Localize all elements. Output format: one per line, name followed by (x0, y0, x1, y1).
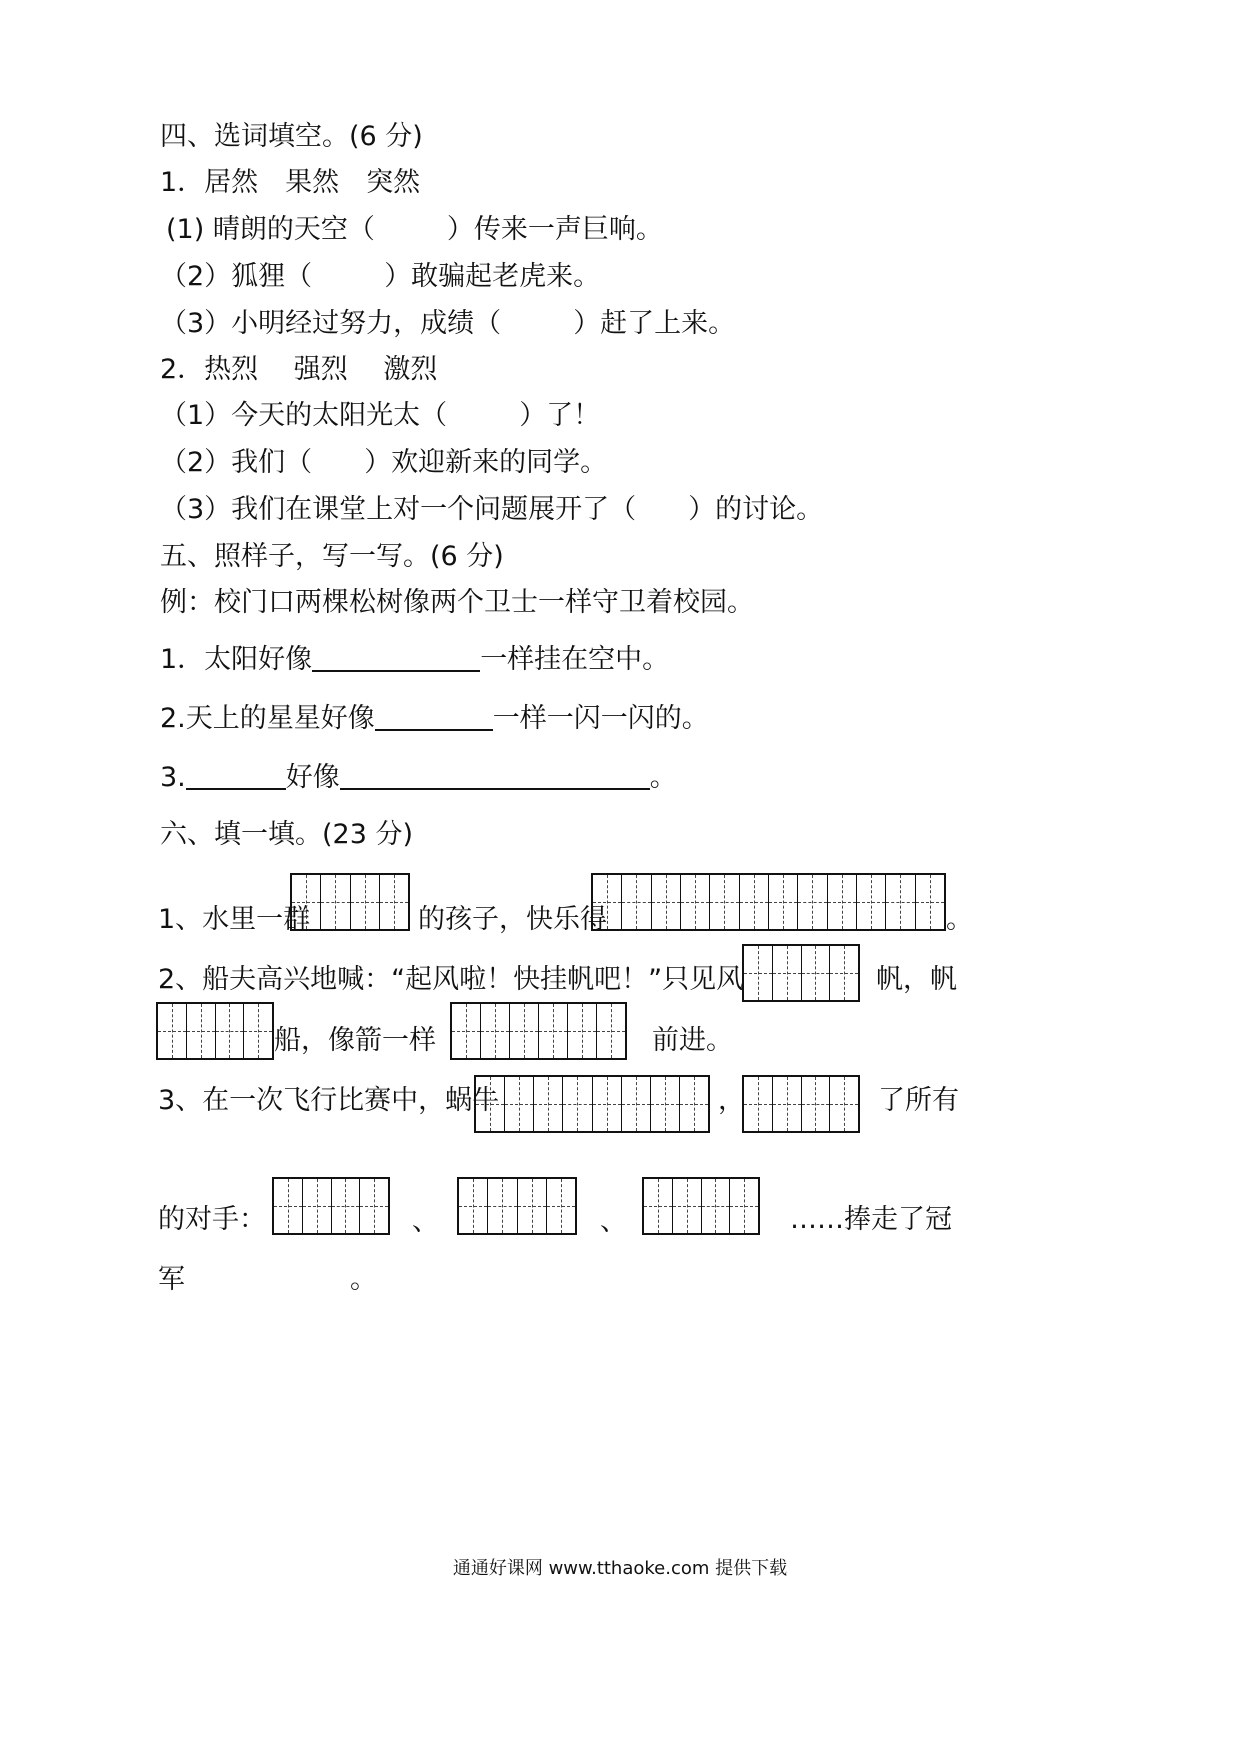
grid-cell (672, 1179, 701, 1233)
q2-item-2-after: ）欢迎新来的同学。 (364, 447, 608, 478)
grid-cell (243, 1004, 272, 1058)
s5-item-3-after: 。 (649, 762, 677, 793)
s5-item-2 (160, 702, 709, 736)
s5-item-3-blank-1[interactable] (186, 764, 286, 790)
s6-l1-text-2: 的孩子，快乐得 (418, 904, 607, 935)
q1-item-2-before: （2）狐狸（ (160, 261, 313, 292)
s6-l5-sep-2: 、 (600, 1206, 627, 1237)
grid-cell (596, 1004, 625, 1058)
s6-l1-box-b[interactable] (591, 873, 946, 931)
grid-cell (215, 1004, 244, 1058)
grid-cell (567, 1004, 596, 1058)
s6-l4-box-a[interactable] (474, 1075, 710, 1133)
grid-cell (379, 875, 408, 929)
grid-cell (538, 1004, 567, 1058)
grid-cell (292, 875, 320, 929)
s6-l4-box-b[interactable] (742, 1075, 860, 1133)
grid-cell (621, 875, 650, 929)
grid-cell (709, 875, 738, 929)
q1-item-3 (160, 307, 735, 341)
s6-l5-box-c[interactable] (642, 1177, 760, 1235)
grid-cell (829, 1077, 858, 1131)
grid-cell (487, 1179, 516, 1233)
grid-cell (274, 1179, 302, 1233)
s6-l2-box-a[interactable] (742, 944, 860, 1002)
s6-l5-box-b[interactable] (457, 1177, 577, 1235)
grid-cell (359, 1179, 388, 1233)
grid-cell (772, 946, 801, 1000)
grid-cell (459, 1179, 487, 1233)
q2-item-2 (160, 446, 607, 480)
grid-cell (801, 946, 830, 1000)
section5-title: 五、照样子，写一写。(6 分) (160, 541, 504, 572)
q2-item-3-before: （3）我们在课堂上对一个问题展开了（ (160, 494, 637, 525)
q1-item-3-after: ）赶了上来。 (573, 308, 736, 339)
s5-item-3 (160, 761, 677, 795)
s5-item-1-blank[interactable] (312, 646, 480, 672)
s5-item-2-before: 2.天上的星星好像 (160, 703, 375, 734)
grid-cell (302, 1179, 331, 1233)
grid-cell (644, 1179, 672, 1233)
s5-item-3-before: 3. (160, 762, 186, 793)
grid-cell (158, 1004, 186, 1058)
footer-credit: 通通好课网 www.tthaoke.com 提供下载 (452, 1558, 788, 1579)
grid-cell (772, 1077, 801, 1131)
grid-cell (452, 1004, 480, 1058)
section4-title: 四、选词填空。(6 分) (160, 121, 423, 152)
grid-cell (856, 875, 885, 929)
grid-cell (331, 1179, 360, 1233)
grid-cell (509, 1004, 538, 1058)
s6-l3-box-b[interactable] (450, 1002, 627, 1060)
grid-cell (504, 1077, 533, 1131)
section5-example: 例：校门口两棵松树像两个卫士一样守卫着校园。 (160, 587, 754, 618)
s6-l2-text-1: 2、船夫高兴地喊：“起风啦！快挂帆吧！”只见风 (158, 964, 744, 995)
grid-cell (562, 1077, 591, 1131)
s6-l4-text-2: ， (718, 1085, 745, 1116)
s6-l6-text-1: 军 (158, 1264, 185, 1295)
grid-cell (768, 875, 797, 929)
s6-l1-box-a[interactable] (290, 873, 410, 931)
s6-l1-text-3: 。 (946, 904, 973, 935)
s6-l5-sep-1: 、 (412, 1206, 439, 1237)
q2-word-choices: 2．热烈 强烈 激烈 (160, 354, 438, 385)
grid-cell (517, 1179, 546, 1233)
s6-l4-text-1: 3、在一次飞行比赛中，蜗牛 (158, 1085, 500, 1116)
section6-title: 六、填一填。(23 分) (160, 819, 414, 850)
grid-cell (744, 946, 772, 1000)
grid-cell (829, 946, 858, 1000)
s5-item-3-blank-2[interactable] (340, 764, 650, 790)
q1-item-1 (166, 213, 663, 247)
s6-l3-box-a[interactable] (156, 1002, 274, 1060)
grid-cell (651, 875, 680, 929)
q1-word-choices: 1．居然 果然 突然 (160, 167, 421, 198)
q2-item-1 (160, 399, 600, 433)
s6-l1-text-1: 1、水里一群 (158, 904, 311, 935)
grid-cell (679, 1077, 708, 1131)
q2-item-2-before: （2）我们（ (160, 447, 313, 478)
q1-item-2 (160, 260, 600, 294)
grid-cell (797, 875, 826, 929)
q1-item-2-after: ）敢骗起老虎来。 (384, 261, 601, 292)
q1-item-1-before: (1) 晴朗的天空（ (166, 214, 375, 245)
q2-item-3 (160, 493, 823, 527)
s6-l3-text-2: 前进。 (652, 1025, 733, 1056)
q1-item-1-after: ）传来一声巨响。 (446, 214, 663, 245)
grid-cell (533, 1077, 562, 1131)
grid-cell (650, 1077, 679, 1131)
s6-l2-text-2: 帆，帆 (876, 964, 957, 995)
grid-cell (680, 875, 709, 929)
grid-cell (801, 1077, 830, 1131)
grid-cell (729, 1179, 758, 1233)
s6-l5-text-2: ……捧走了冠 (790, 1204, 952, 1235)
grid-cell (885, 875, 914, 929)
s5-item-1 (160, 643, 669, 677)
grid-cell (476, 1077, 504, 1131)
grid-cell (546, 1179, 575, 1233)
grid-cell (593, 875, 621, 929)
s6-l6-text-2: 。 (350, 1264, 377, 1295)
q1-item-3-before: （3）小明经过努力，成绩（ (160, 308, 502, 339)
s6-l5-text-1: 的对手： (158, 1204, 266, 1235)
s5-item-3-middle: 好像 (285, 762, 340, 793)
grid-cell (480, 1004, 509, 1058)
s5-item-2-blank[interactable] (375, 705, 493, 731)
s5-item-2-after: 一样一闪一闪的。 (492, 703, 709, 734)
grid-cell (350, 875, 379, 929)
s6-l5-box-a[interactable] (272, 1177, 390, 1235)
grid-cell (320, 875, 349, 929)
grid-cell (621, 1077, 650, 1131)
grid-cell (739, 875, 768, 929)
s5-item-1-before: 1．太阳好像 (160, 644, 313, 675)
grid-cell (827, 875, 856, 929)
grid-cell (915, 875, 944, 929)
grid-cell (701, 1179, 730, 1233)
grid-cell (186, 1004, 215, 1058)
q2-item-3-after: ）的讨论。 (688, 494, 824, 525)
q2-item-1-after: ）了！ (519, 400, 601, 431)
grid-cell (592, 1077, 621, 1131)
grid-cell (744, 1077, 772, 1131)
s6-l4-text-3: 了所有 (878, 1085, 959, 1116)
q2-item-1-before: （1）今天的太阳光太（ (160, 400, 448, 431)
s6-l3-text-1: 船，像箭一样 (274, 1025, 436, 1056)
s5-item-1-after: 一样挂在空中。 (480, 644, 670, 675)
